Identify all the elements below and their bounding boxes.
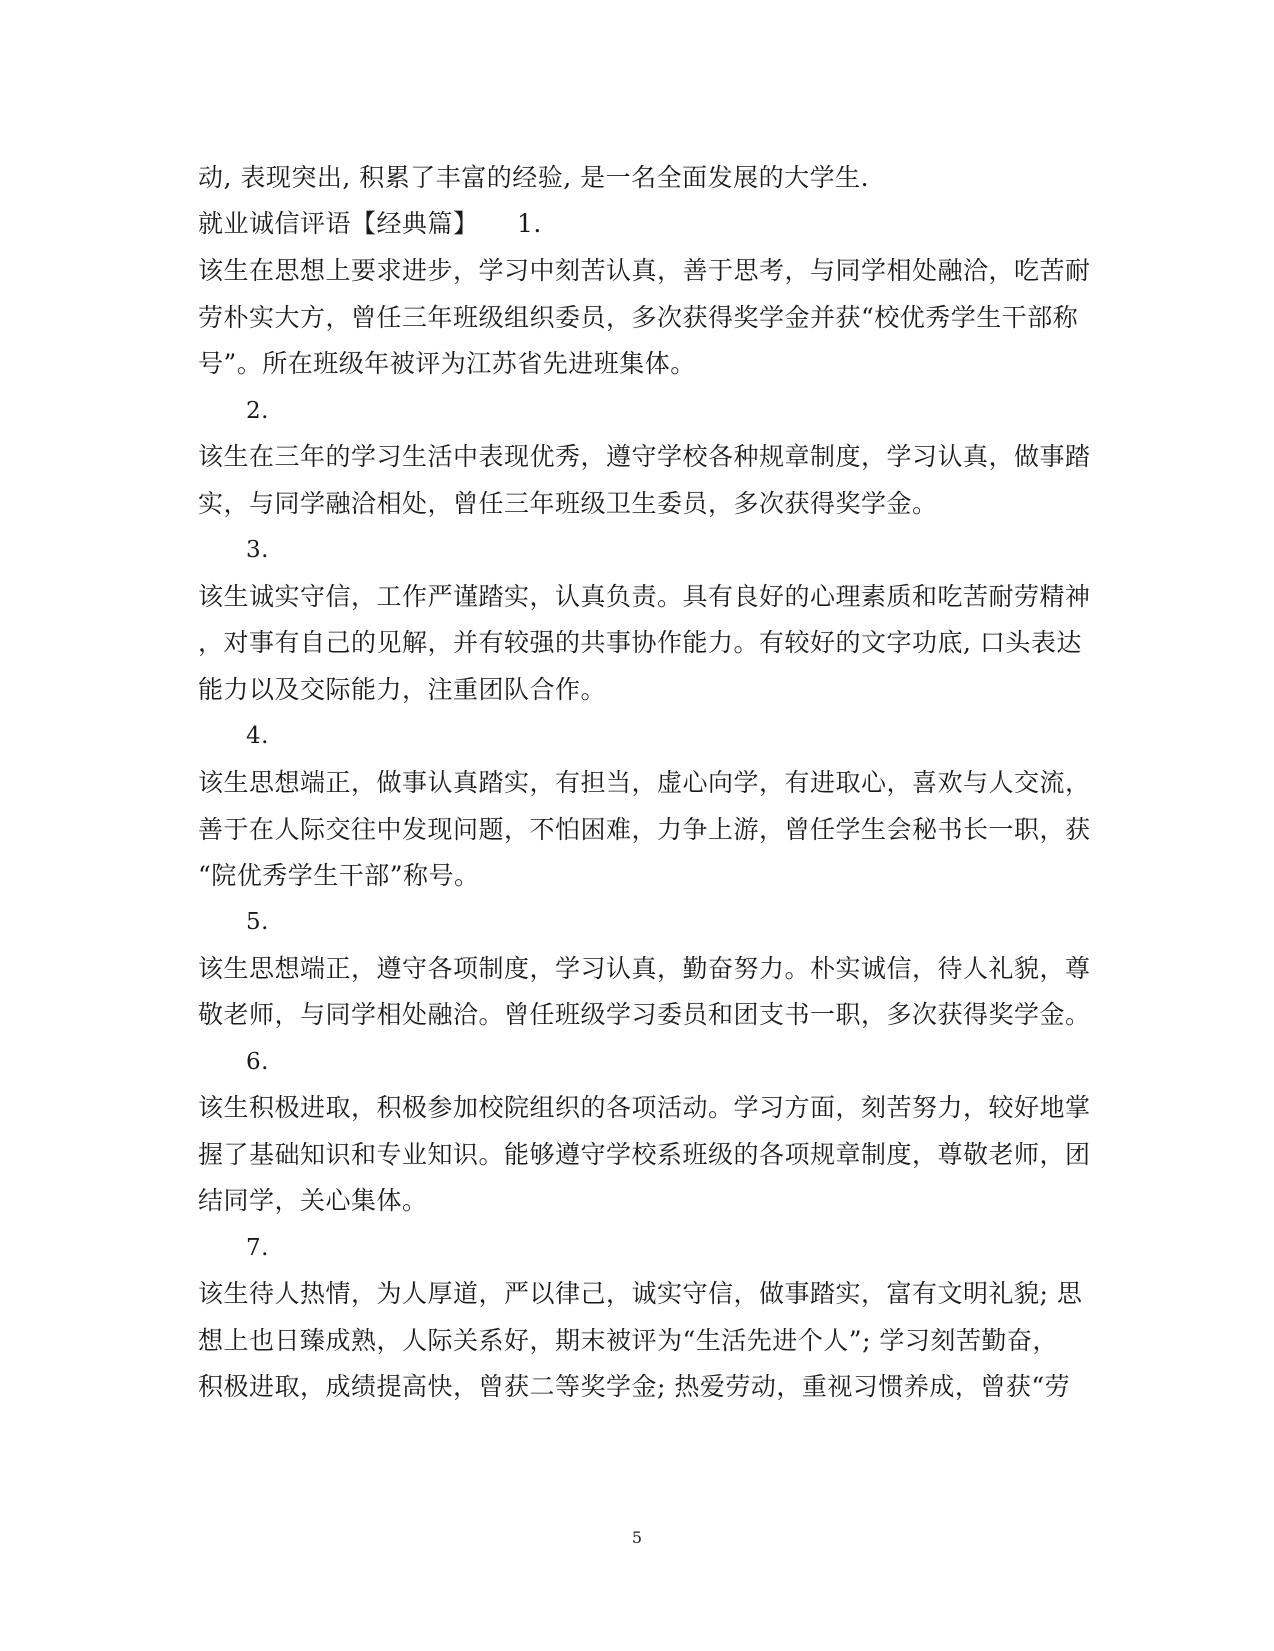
text-line: 能力以及交际能力，注重团队合作。 [198,675,607,704]
item-number: 2. [246,398,269,424]
item-number: 3. [246,537,269,563]
text-line: 该生待人热情，为人厚道，严以律己，诚实守信，做事踏实，富有文明礼貌; 思 [198,1279,1083,1308]
text-line: 号”。所在班级年被评为江苏省先进班集体。 [198,349,696,378]
text-line: 握了基础知识和专业知识。能够遵守学校系班级的各项规章制度，尊敬老师，团 [198,1140,1091,1169]
text-line: 该生在思想上要求进步，学习中刻苦认真，善于思考，与同学相处融洽，吃苦耐 [198,256,1091,285]
item-number: 4. [246,723,269,749]
item-number: 5. [246,909,269,935]
text-line: ，对事有自己的见解，并有较强的共事协作能力。有较好的文字功底, 口头表达 [198,628,1082,657]
text-line: 劳朴实大方，曾任三年班级组织委员，多次获得奖学金并获“校优秀学生干部称 [198,303,1079,332]
text-line: 动, 表现突出, 积累了丰富的经验, 是一名全面发展的大学生. [198,163,870,192]
text-line: 敬老师，与同学相处融洽。曾任班级学习委员和团支书一职，多次获得奖学金。 [198,1000,1091,1029]
text-line: 积极进取，成绩提高快，曾获二等奖学金; 热爱劳动，重视习惯养成，曾获“劳 [198,1372,1071,1401]
text-line: 该生思想端正，遵守各项制度，学习认真，勤奋努力。朴实诚信，待人礼貌，尊 [198,954,1091,983]
text-line: 想上也日臻成熟，人际关系好，期末被评为“生活先进个人”; 学习刻苦勤奋， [198,1326,1058,1355]
text-line: “院优秀学生干部”称号。 [198,861,480,890]
text-line: 结同学，关心集体。 [198,1186,428,1215]
item-number: 7. [246,1235,269,1261]
page-number: 5 [631,1528,643,1547]
text-line: 该生积极进取，积极参加校院组织的各项活动。学习方面，刻苦努力，较好地掌 [198,1093,1091,1122]
text-line: 该生诚实守信，工作严谨踏实，认真负责。具有良好的心理素质和吃苦耐劳精神 [198,582,1091,611]
text-line: 实，与同学融洽相处，曾任三年班级卫生委员，多次获得奖学金。 [198,489,938,518]
text-line: 该生思想端正，做事认真踏实，有担当，虚心向学，有进取心，喜欢与人交流， [198,768,1091,797]
section-heading: 就业诚信评语【经典篇】 1. [198,209,542,238]
item-number: 6. [246,1049,269,1075]
text-line: 善于在人际交往中发现问题，不怕困难，力争上游，曾任学生会秘书长一职，获 [198,815,1091,844]
text-line: 该生在三年的学习生活中表现优秀，遵守学校各种规章制度，学习认真，做事踏 [198,442,1091,471]
